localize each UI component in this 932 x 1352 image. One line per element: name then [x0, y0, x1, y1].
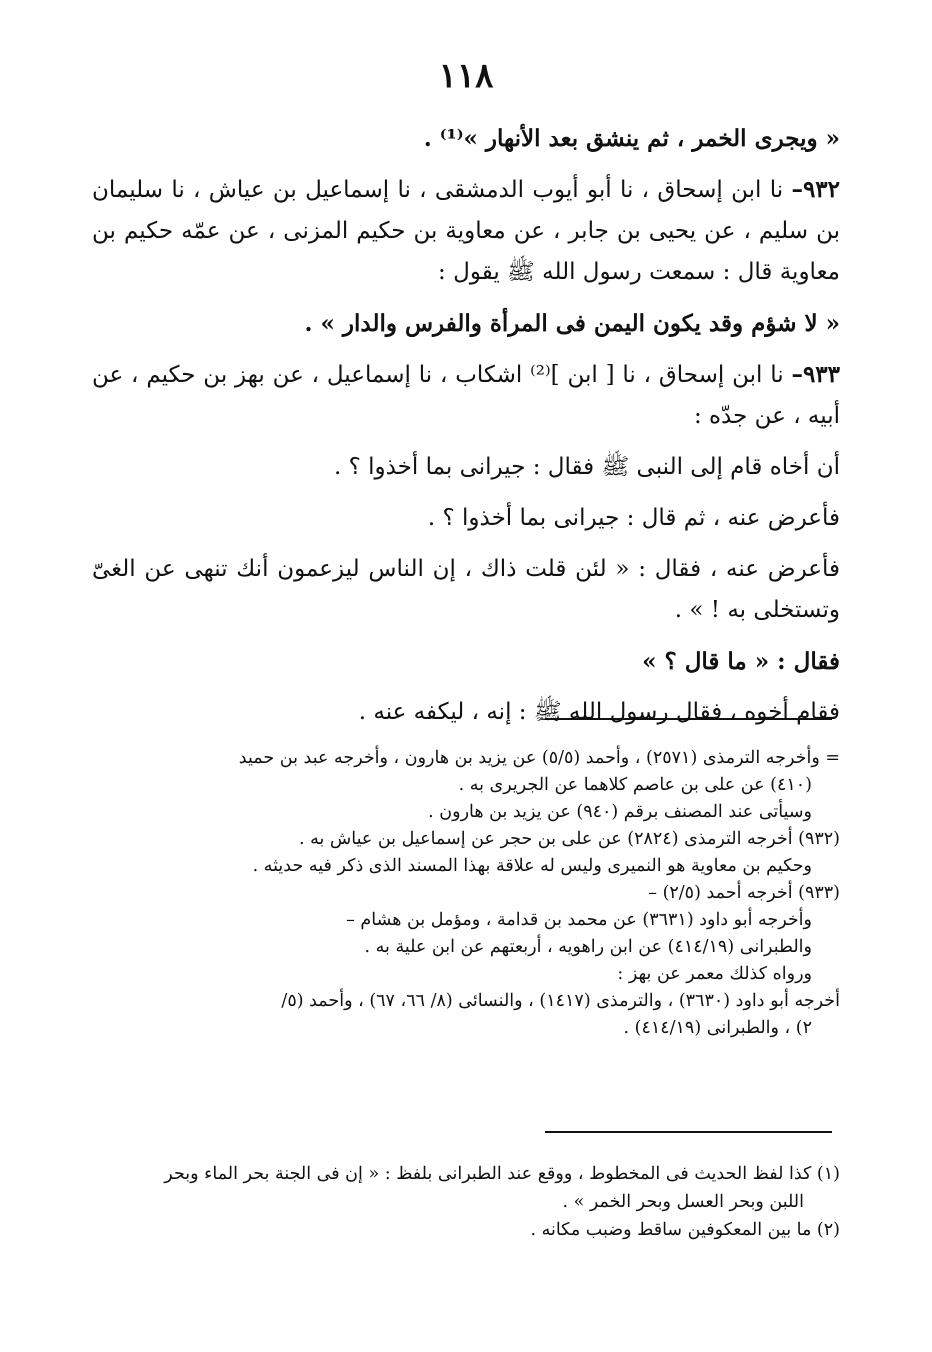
hadith-933-number: ٩٣٣–: [791, 361, 841, 388]
note-line: (٩٣٣) أخرجه أحمد (٢/٥) –: [648, 883, 840, 903]
hadith-933-isnad: [92, 354, 840, 437]
note-line: ورواه كذلك معمر عن بهز :: [617, 964, 812, 984]
hadith-932-chain: نا ابن إسحاق ، نا أبو أيوب الدمشقى ، نا إسماعيل بن عياش ، نا سليمان بن سليم ، عن يحيى بن جابر ، عن معاوية بن حكيم المزنى ، عن عمّه حكيم بن معاوية قال : سمعت رسول الله ﷺ يقول :: [92, 177, 840, 285]
note-line: أخرجه أبو داود (٣٦٣٠) ، والترمذى (١٤١٧) ، والنسائى (٨/ ٦٦، ٦٧) ، وأحمد (٥/: [281, 991, 840, 1011]
takhrij-notes: [92, 745, 840, 1042]
hadith-933-para-4: فقال : « ما قال ؟ »: [642, 648, 840, 675]
footnote-1: (١) كذا لفظ الحديث فى المخطوط ، ووقع عند الطبرانى بلفظ : « إن فى الجنة بحر الماء وبحر: [164, 1164, 840, 1184]
note-line: ٢) ، والطبرانى (٤١٤/١٩) .: [623, 1018, 812, 1038]
hadith-933-para-2: فأعرض عنه ، ثم قال : جيرانى بما أخذوا ؟ .: [427, 505, 840, 531]
note-line: والطبرانى (٤١٤/١٩) عن ابن راهويه ، أربعتهم عن ابن علية به .: [364, 937, 812, 957]
note-line: = وأخرجه الترمذى (٢٥٧١) ، وأحمد (٥/٥) عن يزيد بن هارون ، وأخرجه عبد بن حميد: [238, 748, 840, 768]
note-line: وسيأتى عند المصنف برقم (٩٤٠) عن يزيد بن هارون .: [428, 802, 812, 822]
hadith-933-para-5: فقام أخوه ، فقال رسول الله ﷺ : إنه ، ليكفه عنه .: [358, 699, 840, 725]
hadith-933-para-1: أن أخاه قام إلى النبى ﷺ فقال : جيرانى بما أخذوا ؟ .: [333, 454, 840, 480]
page-number: ١١٨: [438, 56, 494, 96]
note-line: (٤١٠) عن على بن عاصم كلاهما عن الجريرى به .: [458, 775, 812, 795]
note-line: (٩٣٢) أخرجه الترمذى (٢٨٢٤) عن على بن حجر عن إسماعيل بن عياش به .: [298, 829, 840, 849]
footnotes: [92, 1160, 840, 1244]
hadith-933-para-3: فأعرض عنه ، فقال : « لئن قلت ذاك ، إن الناس ليزعمون أنك تنهى عن الغىّ وتستخلى به ! » .: [92, 556, 840, 623]
separator-rule: [545, 1131, 832, 1133]
hadith-932-isnad: [92, 169, 840, 293]
footnote-2: (٢) ما بين المعكوفين ساقط وضبب مكانه .: [530, 1220, 840, 1240]
hadith-933-chain: نا ابن إسحاق ، نا [ ابن ]⁽²⁾ اشكاب ، نا إسماعيل ، عن بهز بن حكيم ، عن أبيه ، عن جدّه :: [92, 362, 840, 429]
footnote-1-cont: اللبن وبحر العسل وبحر الخمر » .: [562, 1192, 804, 1212]
separator-rule: [545, 718, 832, 720]
hadith-931-ending: « ويجرى الخمر ، ثم ينشق بعد الأنهار »⁽¹⁾ .: [423, 125, 840, 152]
hadith-932-matn: « لا شؤم وقد يكون اليمن فى المرأة والفرس والدار » .: [304, 310, 840, 337]
note-line: وحكيم بن معاوية هو النميرى وليس له علاقة بهذا المسند الذى ذكر فيه حديثه .: [252, 856, 812, 876]
note-line: وأخرجه أبو داود (٣٦٣١) عن محمد بن قدامة ، ومؤمل بن هشام –: [346, 910, 812, 930]
hadith-932-number: ٩٣٢–: [791, 176, 841, 203]
main-text: [92, 118, 840, 743]
